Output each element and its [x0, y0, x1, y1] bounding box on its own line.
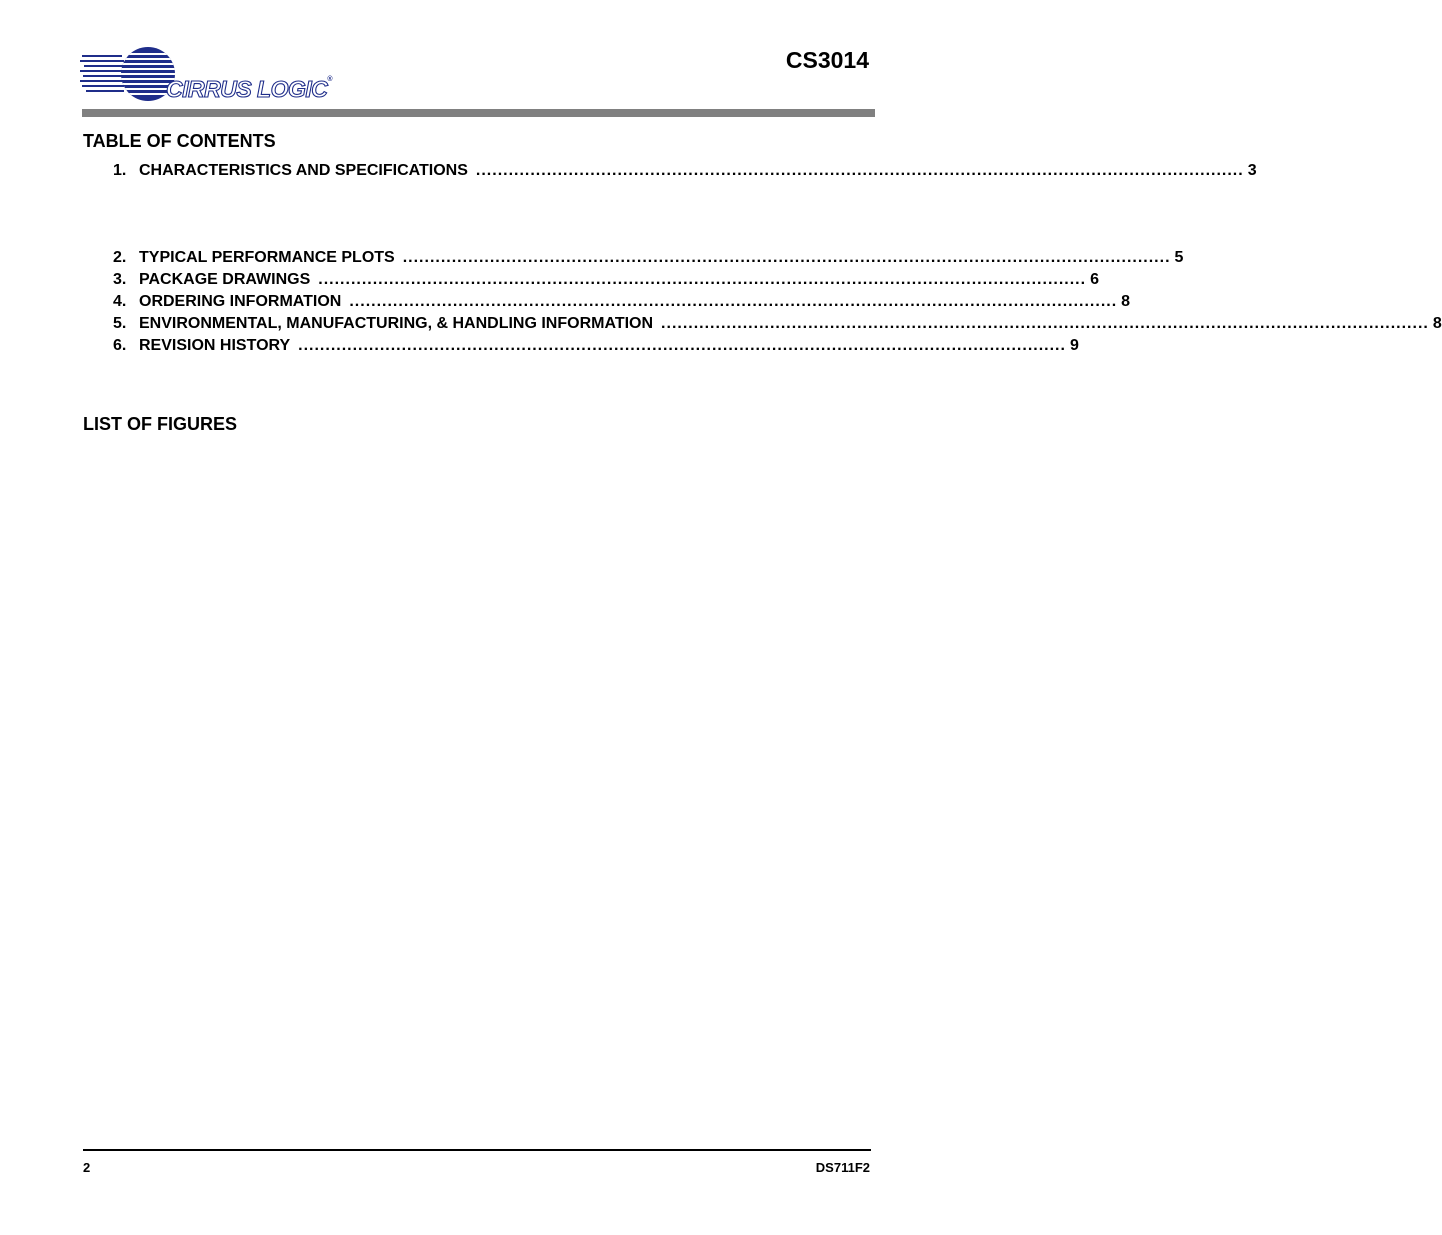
cirrus-logic-logo — [80, 46, 333, 106]
toc-entry-title: TYPICAL PERFORMANCE PLOTS — [139, 249, 395, 266]
toc-entry[interactable] — [113, 337, 1079, 357]
toc-entry-title: REVISION HISTORY — [139, 337, 291, 354]
toc-entry-number: 6. — [113, 337, 127, 354]
footer-page-number: 2 — [83, 1160, 91, 1175]
toc-entry-page: 9 — [1069, 337, 1079, 354]
toc-entry-page: 3 — [1247, 162, 1257, 179]
toc-entry-number: 2. — [113, 249, 127, 266]
toc-heading: TABLE OF CONTENTS — [83, 131, 276, 151]
toc-entry-title: CHARACTERISTICS AND SPECIFICATIONS — [139, 162, 468, 179]
toc-entry[interactable] — [113, 293, 1131, 313]
toc-entry[interactable] — [113, 162, 1257, 182]
toc-entry-number: 4. — [113, 293, 127, 310]
toc-entry-number: 3. — [113, 271, 127, 288]
toc-entry-number: 5. — [113, 315, 127, 332]
toc-leader: ............................................................................................................................................. — [349, 293, 1118, 310]
toc-leader: ............................................................................................................................................. — [475, 162, 1244, 179]
lof-heading: LIST OF FIGURES — [83, 414, 238, 434]
toc-leader: ............................................................................................................................................. — [661, 315, 1429, 332]
toc-entry-page: 6 — [1090, 271, 1099, 288]
toc-leader: ............................................................................................................................................. — [318, 271, 1087, 288]
toc-entry[interactable] — [113, 315, 1442, 335]
toc-leader: ............................................................................................................................................. — [298, 337, 1066, 354]
toc-entry-title: ORDERING INFORMATION — [139, 293, 342, 310]
toc-leader: ............................................................................................................................................. — [402, 249, 1171, 266]
toc-entry-number: 1. — [113, 162, 127, 179]
toc-entry-page: 5 — [1174, 249, 1184, 266]
toc-entry-title: ENVIRONMENTAL, MANUFACTURING, & HANDLING INFORMATION — [139, 315, 654, 332]
part-number: CS3014 — [785, 47, 869, 73]
toc-entry-title: PACKAGE DRAWINGS — [139, 271, 311, 288]
logo-wordmark: CIRRUS LOGIC® — [166, 76, 333, 102]
toc-entry-page: 8 — [1121, 293, 1131, 310]
toc-entry[interactable] — [113, 249, 1184, 269]
footer-divider — [83, 1149, 871, 1151]
toc-entry[interactable] — [113, 271, 1099, 291]
footer-doc-id: DS711F2 — [815, 1160, 870, 1175]
toc-entry-page: 8 — [1432, 315, 1442, 332]
header-divider — [82, 109, 875, 117]
logo-swoosh-icon — [80, 46, 180, 106]
